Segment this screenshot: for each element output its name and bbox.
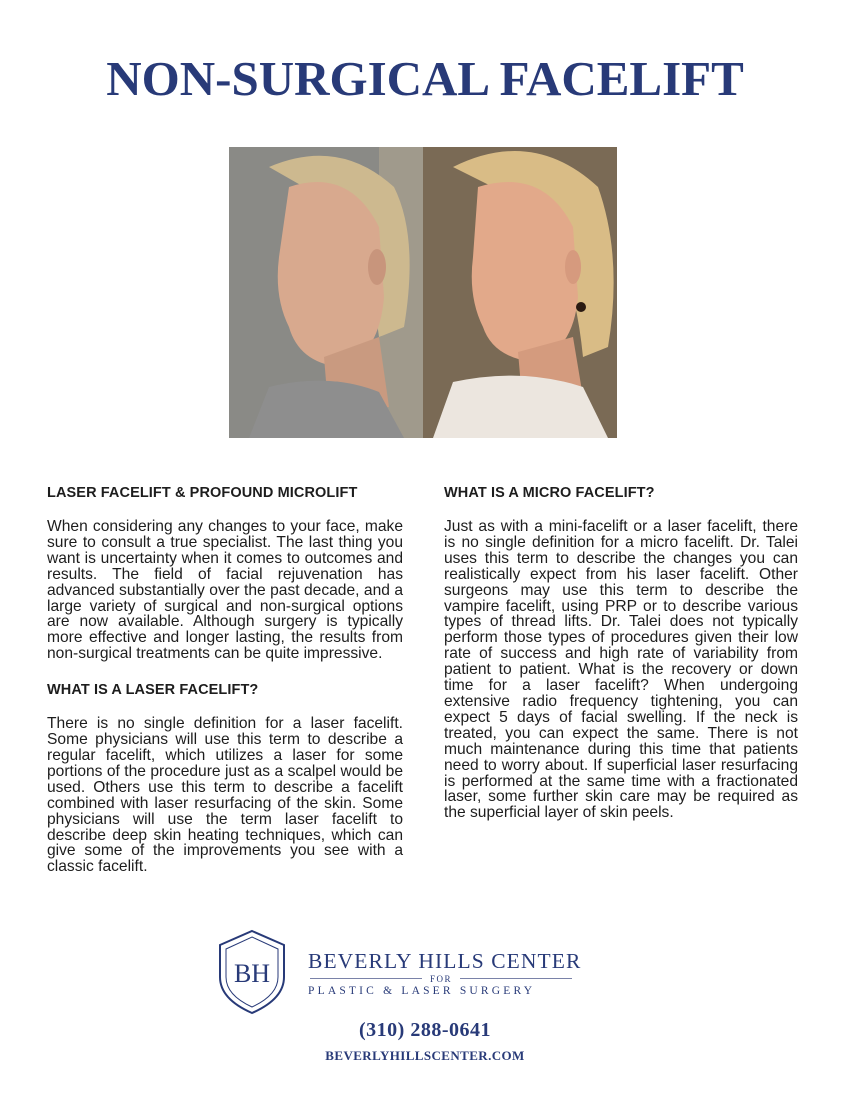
bh-crest-icon bbox=[212, 927, 292, 1017]
section-body-what-is-micro-facelift: Just as with a mini-facelift or a laser facelift, there is no single definition for a micro facelift. Dr. Talei uses this term to describe the changes you can realistically expect from his laser facelift. Other surgeons may use this term to describe the vampire facelift, using PRP or to describe various types of thread lifts. Dr. Talei does not typically perform those types of procedures given their low rate of success and high rate of variability from patient to patient. What is the recovery or down time for a laser facelift? When undergoing extensive radio frequency tightening, you can expect 5 days of facial swelling. If the neck is treated, you can expect the same. There is not much maintenance during this time that patients need to worry about. If superficial laser resurfacing is performed at the same time with a fractionated laser, some further skin care may be required as the superficial layer of skin peels. bbox=[444, 518, 798, 822]
logo-rule-right bbox=[460, 978, 572, 979]
before-photo bbox=[229, 147, 423, 438]
left-column bbox=[47, 485, 403, 895]
section-body-what-is-laser-facelift: There is no single definition for a laser facelift. Some physicians will use this term to describe a regular facelift, which utilizes a laser for some portions of the procedure just as a scalpel would be used. Others use this term to describe a facelift combined with laser resurfacing of the skin. Some physicians will use the term laser facelift to describe deep skin heating techniques, which can give some of the improvements you see with a classic facelift. bbox=[47, 715, 403, 876]
right-column bbox=[444, 485, 798, 841]
logo-for: FOR bbox=[429, 974, 452, 984]
website-link[interactable]: BEVERLYHILLSCENTER.COM bbox=[325, 1048, 525, 1063]
page-title: NON-SURGICAL FACELIFT bbox=[106, 51, 744, 106]
section-heading-what-is-micro-facelift: WHAT IS A MICRO FACELIFT? bbox=[444, 485, 655, 501]
before-after-photo bbox=[229, 147, 617, 438]
phone-number[interactable]: (310) 288-0641 bbox=[359, 1019, 491, 1041]
section-heading-what-is-laser-facelift: WHAT IS A LASER FACELIFT? bbox=[47, 682, 259, 699]
logo-specialty-line: PLASTIC & LASER SURGERY bbox=[308, 985, 536, 997]
after-photo bbox=[423, 147, 617, 438]
clinic-logo bbox=[212, 927, 582, 1017]
logo-name-line: BEVERLY HILLS CENTER bbox=[308, 949, 582, 973]
section-heading-laser-facelift-profound: LASER FACELIFT & PROFOUND MICROLIFT bbox=[47, 485, 358, 501]
logo-monogram: BH bbox=[233, 959, 271, 988]
section-body-laser-facelift-profound: When considering any changes to your face, make sure to consult a true specialist. The last thing you want is uncertainty when it comes to outcomes and results. The field of facial rejuvenation has advanced substantially over the past decade, and a large variety of surgical and non-surgical options are now available. Although surgery is typically more effective and longer lasting, the results from non-surgical treatments can be quite impressive. bbox=[47, 518, 403, 663]
